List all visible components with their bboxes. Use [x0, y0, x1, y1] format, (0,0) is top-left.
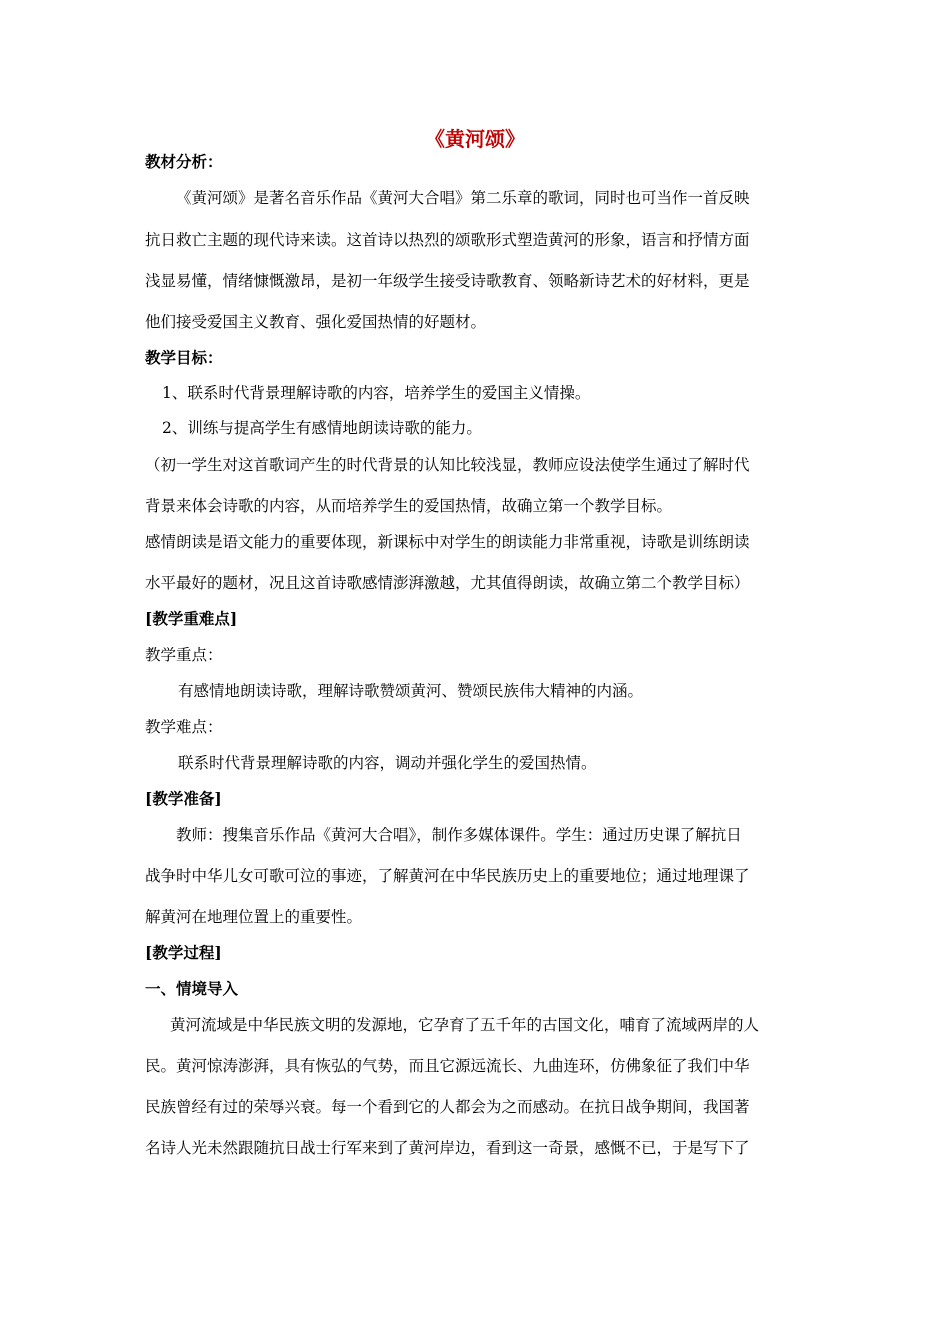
goals-heading: 教学目标： [145, 349, 223, 367]
preparation-line: 教师：搜集音乐作品《黄河大合唱》，制作多媒体课件。学生：通过历史课了解抗日 [176, 826, 742, 844]
step1-heading: 一、情境导入 [145, 980, 239, 998]
analysis-line: 抗日救亡主题的现代诗来读。这首诗以热烈的颂歌形式塑造黄河的形象，语言和抒情方面 [145, 231, 750, 249]
goals-note-line: （初一学生对这首歌词产生的时代背景的认知比较浅显，教师应设法使学生通过了解时代 [145, 456, 750, 474]
difficulty-text: 联系时代背景理解诗歌的内容，调动并强化学生的爱国热情。 [178, 754, 597, 772]
step1-line: 黄河流域是中华民族文明的发源地，它孕育了五千年的古国文化，哺育了流域两岸的人 [170, 1016, 760, 1034]
focus-label: 教学重点： [145, 646, 223, 664]
step1-line: 名诗人光未然跟随抗日战士行军来到了黄河岸边，看到这一奇景，感慨不已，于是写下了 [145, 1139, 750, 1157]
keypoints-heading: [教学重难点] [145, 609, 238, 628]
goal-item: 1、联系时代背景理解诗歌的内容，培养学生的爱国主义情操。 [162, 384, 591, 402]
analysis-line: 他们接受爱国主义教育、强化爱国热情的好题材。 [145, 313, 487, 331]
goal-item: 2、训练与提高学生有感情地朗读诗歌的能力。 [162, 419, 482, 437]
step1-line: 民。黄河惊涛澎湃，具有恢弘的气势，而且它源远流长、九曲连环，仿佛象征了我们中华 [145, 1057, 750, 1075]
preparation-heading: [教学准备] [145, 789, 222, 808]
process-heading: [教学过程] [145, 943, 222, 962]
goals-note-line: 背景来体会诗歌的内容，从而培养学生的爱国热情，故确立第一个教学目标。 [145, 497, 673, 515]
analysis-line: 《黄河颂》是著名音乐作品《黄河大合唱》第二乐章的歌词，同时也可当作一首反映 [176, 189, 750, 207]
goals-note-line: 感情朗读是语文能力的重要体现，新课标中对学生的朗读能力非常重视，诗歌是训练朗读 [145, 533, 750, 551]
step1-line: 民族曾经有过的荣辱兴衰。每一个看到它的人都会为之而感动。在抗日战争期间，我国著 [145, 1098, 750, 1116]
analysis-line: 浅显易懂，情绪慷慨激昂，是初一年级学生接受诗歌教育、领略新诗艺术的好材料，更是 [145, 272, 750, 290]
preparation-line: 战争时中华儿女可歌可泣的事迹，了解黄河在中华民族历史上的重要地位；通过地理课了 [145, 867, 750, 885]
analysis-heading: 教材分析： [145, 153, 223, 171]
document-title: 《黄河颂》 [425, 127, 525, 151]
goals-note-line: 水平最好的题材，况且这首诗歌感情澎湃激越，尤其值得朗读，故确立第二个教学目标） [145, 574, 750, 592]
difficulty-label: 教学难点： [145, 718, 223, 736]
focus-text: 有感情地朗读诗歌，理解诗歌赞颂黄河、赞颂民族伟大精神的内涵。 [178, 682, 644, 700]
preparation-line: 解黄河在地理位置上的重要性。 [145, 908, 363, 926]
